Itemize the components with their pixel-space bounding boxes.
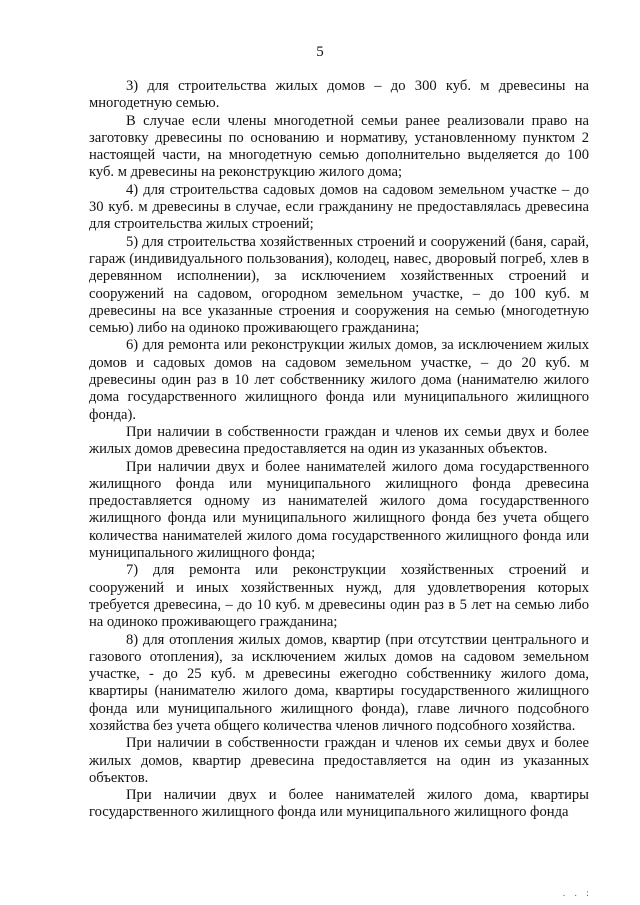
page-number: 5 xyxy=(316,44,324,60)
paragraph-multiple-tenants-apartment-rule: При наличии двух и более нанимателей жилого дома, квартиры государственного жилищного фонда или муниципального жилищного фонда xyxy=(89,787,589,821)
paragraph-item-8: 8) для отопления жилых домов, квартир (при отсутствии центрального и газового отопления), за исключением жилых домов на садовом земельном участке, - до 25 куб. м древесины ежегодно собственнику жилого дома, квартиры (нанимателю жилого дома, квартиры государственного жилищного фонда или муниципального жилищного фонда), главе личного подсобного хозяйства без учета общего количества членов личного подсобного хозяйства. xyxy=(89,631,589,734)
paragraph-large-family-extra: В случае если члены многодетной семьи ранее реализовали право на заготовку древесины по основанию и нормативу, установленному пунктом 2 настоящей части, на многодетную семью дополнительно выделяется до 100 куб. м древесины на реконструкцию жилого дома; xyxy=(89,112,589,181)
paragraph-multiple-tenants-rule: При наличии двух и более нанимателей жилого дома государственного жилищного фонда или муниципального жилищного фонда древесина предоставляется одному из нанимателей жилого дома государственного жилищного фонда или муниципального жилищного фонда без учета общего количества нанимателей жилого дома государственного жилищного фонда или муниципального жилищного фонда; xyxy=(89,458,589,562)
paragraph-item-3: 3) для строительства жилых домов – до 300 куб. м древесины на многодетную семью. xyxy=(89,78,589,112)
paragraph-item-7: 7) для ремонта или реконструкции хозяйственных строений и сооружений и иных хозяйственных нужд, для удовлетворения которых требуется древесина, – до 10 куб. м древесины один раз в 5 лет на семью либо на одиноко проживающего гражданина; xyxy=(89,562,589,631)
paragraph-two-houses-apartments-rule: При наличии в собственности граждан и членов их семьи двух и более жилых домов, квартир древесина предоставляется на один из указанных объектов. xyxy=(89,735,589,786)
paragraph-item-6: 6) для ремонта или реконструкции жилых домов, за исключением жилых домов и садовых домов на садовом земельном участке, – до 20 куб. м древесины один раз в 10 лет собственнику жилого дома (нанимателю жилого дома государственного жилищного фонда или муниципального жилищного фонда). xyxy=(89,337,589,423)
paragraph-item-4: 4) для строительства садовых домов на садовом земельном участке – до 30 куб. м древесины в случае, если гражданину не предоставлялась древесина для строительства жилых строений; xyxy=(89,181,589,233)
paragraph-two-houses-rule: При наличии в собственности граждан и членов их семьи двух и более жилых домов древесина предоставляется на один из указанных объектов. xyxy=(89,423,589,458)
document-body xyxy=(89,78,589,822)
paragraph-item-5: 5) для строительства хозяйственных строений и сооружений (баня, сарай, гараж (индивидуального пользования), колодец, навес, дворовый погреб, хлев в деревянном исполнении), за исключением хозяйственных строений и сооружений на садовом, огородном земельном участке, – до 100 куб. м древесины на все указанные строения и сооружения на семью (многодетную семью) либо на одиноко проживающего гражданина; xyxy=(89,233,589,337)
scan-artifact-marks: . . : xyxy=(562,889,592,899)
